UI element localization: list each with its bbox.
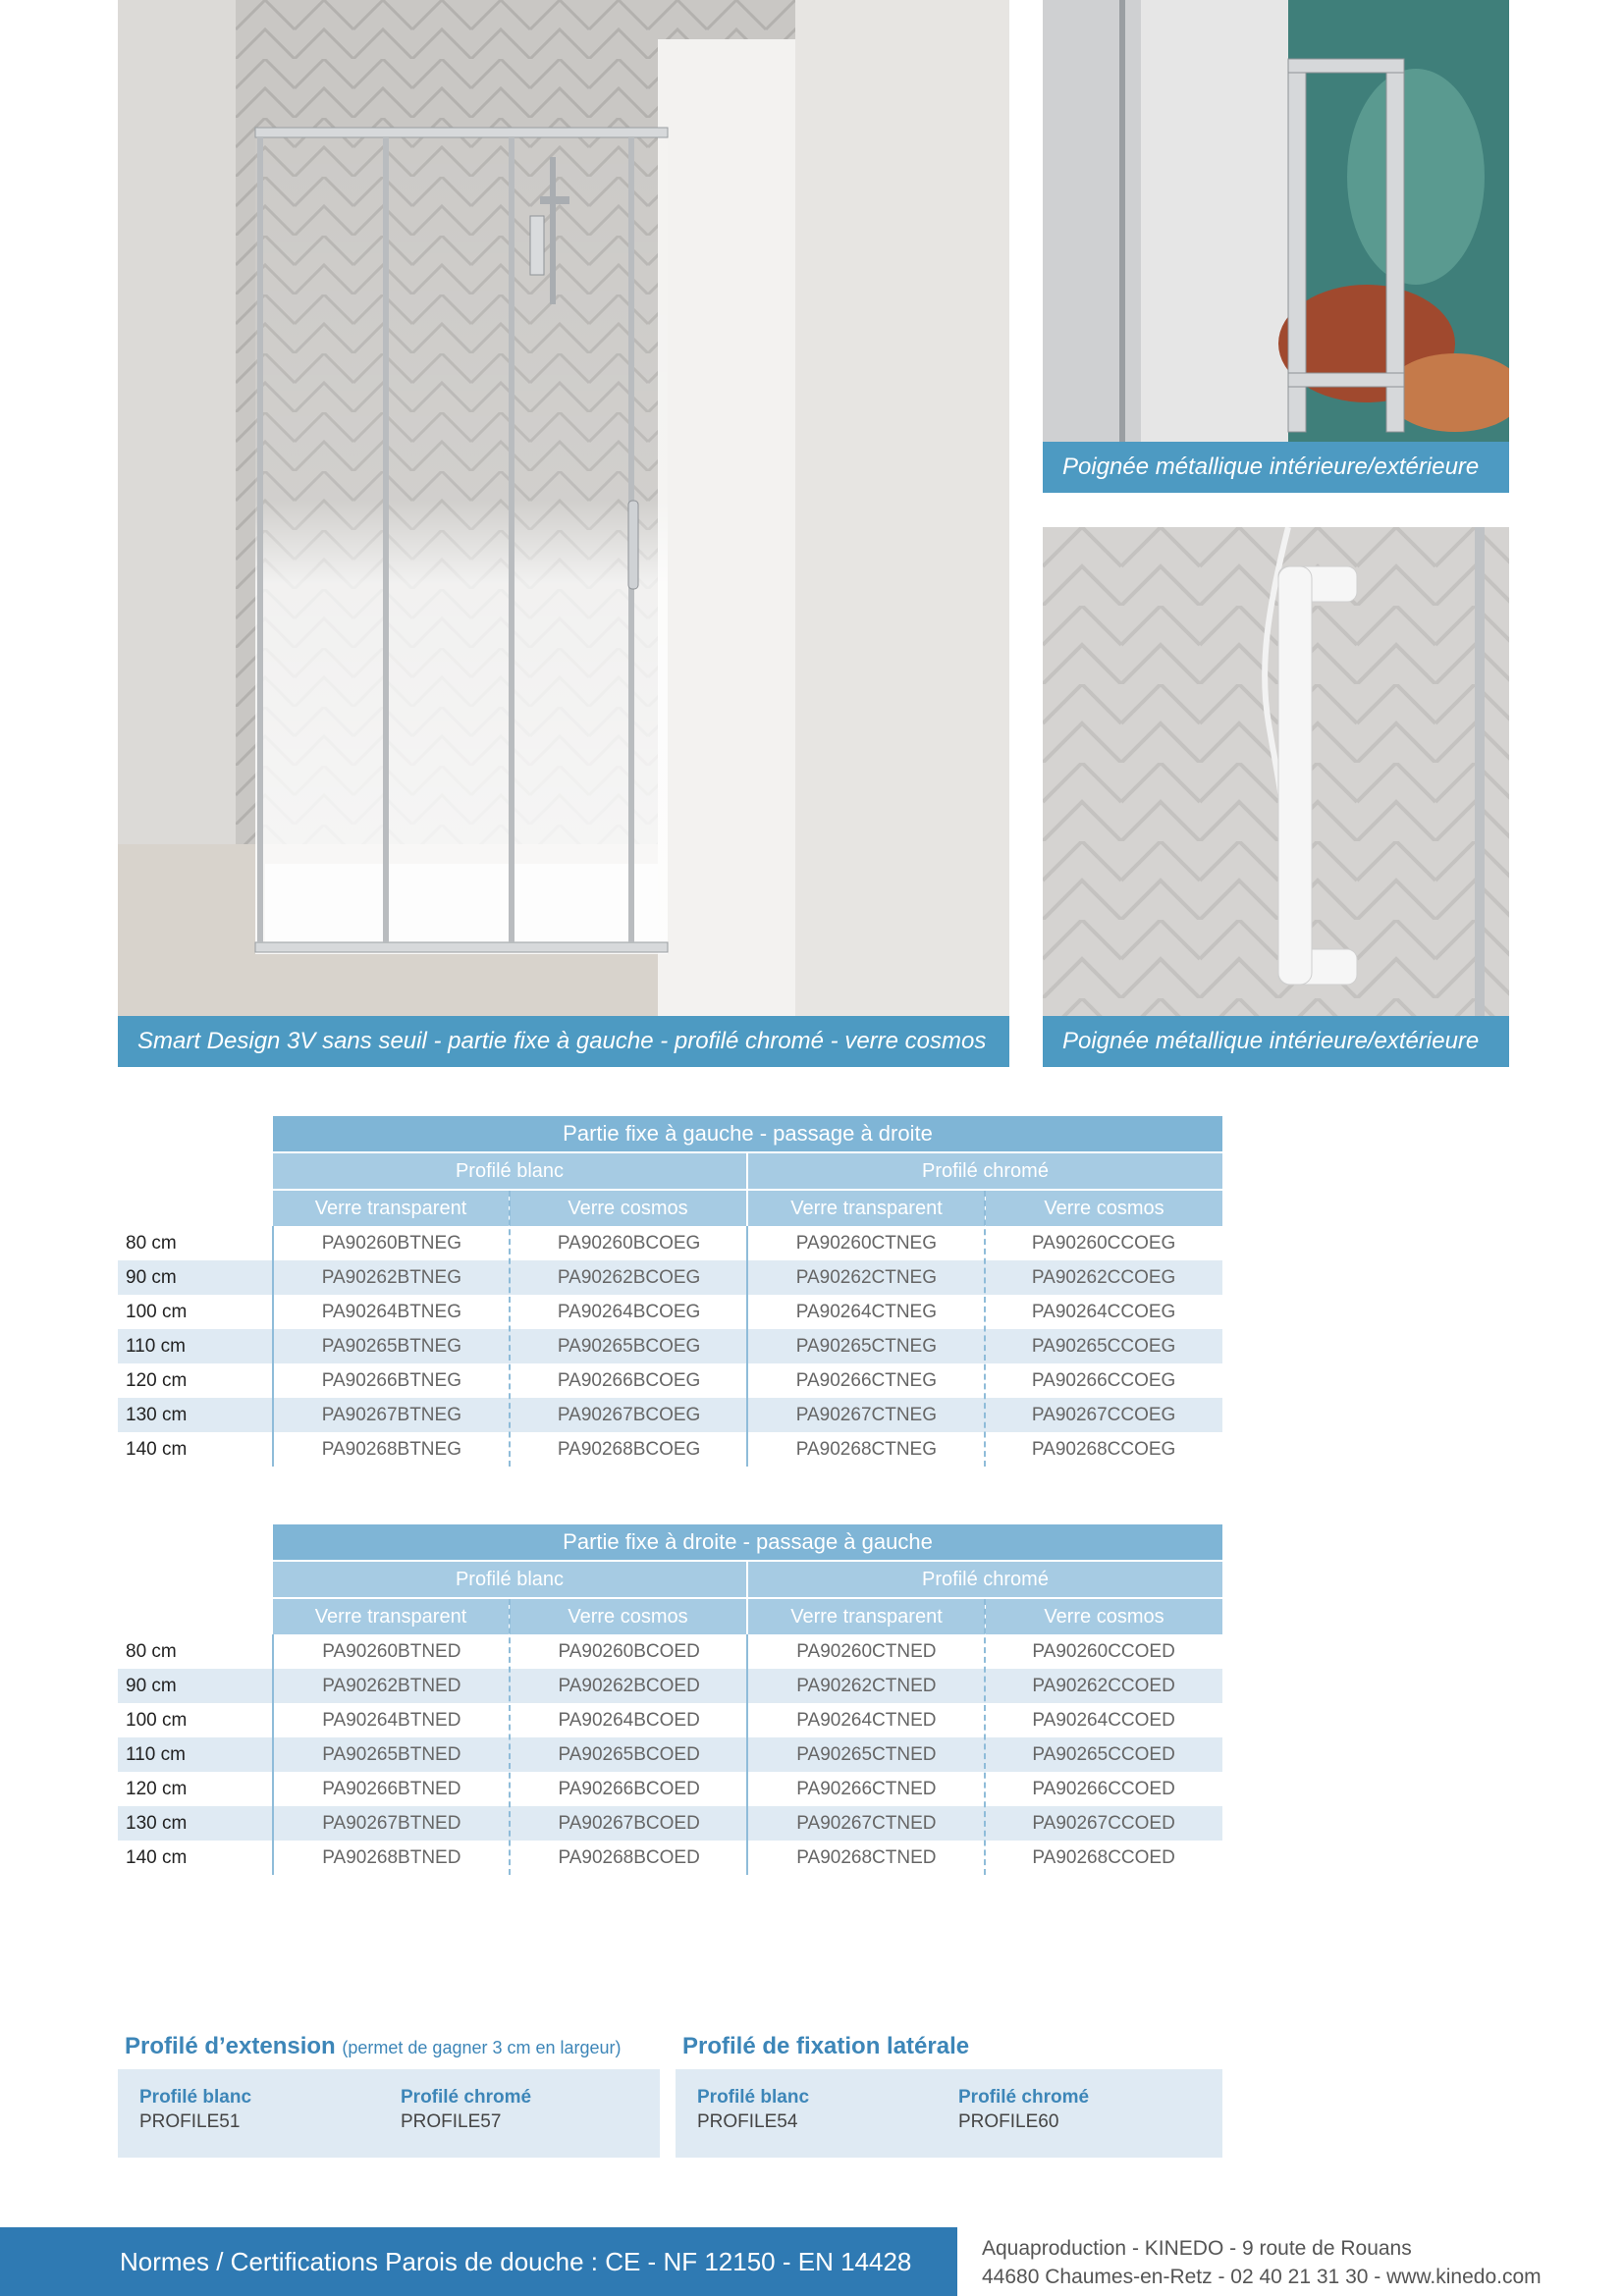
company-address	[982, 2234, 1542, 2291]
code-cell: PA90262BTNED	[322, 1675, 461, 1696]
table-row	[118, 1634, 1222, 1669]
code-cell: PA90262CTNED	[796, 1675, 937, 1696]
code-cell: PA90265CTNED	[796, 1743, 937, 1765]
extension-item-chrome	[401, 2087, 531, 2133]
glass-header: Verre cosmos	[510, 1191, 746, 1226]
column-divider	[746, 1634, 748, 1875]
table-row	[118, 1329, 1222, 1363]
column-divider	[272, 1226, 274, 1467]
code-cell: PA90268BCOED	[558, 1846, 700, 1868]
code-cell: PA90264BTNED	[322, 1709, 461, 1731]
size-cell: 120 cm	[126, 1778, 188, 1799]
code-cell: PA90266CTNED	[796, 1778, 937, 1799]
extension-box	[118, 2069, 660, 2158]
code-cell: PA90264CTNED	[796, 1709, 937, 1731]
code-cell: PA90266BCOED	[558, 1778, 700, 1799]
code-cell: PA90264CCOEG	[1031, 1301, 1176, 1322]
size-cell: 90 cm	[126, 1266, 177, 1288]
table-title: Partie fixe à droite - passage à gauche	[273, 1524, 1222, 1560]
code-cell: PA90262BCOED	[558, 1675, 700, 1696]
code-cell: PA90260BCOED	[558, 1640, 700, 1662]
glass-header: Verre cosmos	[510, 1599, 746, 1634]
profile-code: PROFILE60	[958, 2111, 1059, 2132]
code-cell: PA90267BCOED	[558, 1812, 700, 1834]
size-cell: 100 cm	[126, 1709, 188, 1731]
code-cell: PA90265CTNEG	[795, 1335, 938, 1357]
table-title: Partie fixe à gauche - passage à droite	[273, 1116, 1222, 1151]
code-cell: PA90268BCOEG	[557, 1438, 701, 1460]
profile-header-chrome: Profilé chromé	[748, 1562, 1222, 1597]
glass-header: Verre transparent	[748, 1599, 985, 1634]
column-divider	[984, 1191, 986, 1467]
table-left-fixed	[118, 1116, 1222, 1474]
glass-header: Verre transparent	[273, 1599, 509, 1634]
size-cell: 80 cm	[126, 1640, 177, 1662]
code-cell: PA90262BTNEG	[321, 1266, 461, 1288]
table-row	[118, 1295, 1222, 1329]
extension-title	[125, 2033, 622, 2060]
code-cell: PA90267BTNEG	[321, 1404, 461, 1425]
handle-caption-top: Poignée métallique intérieure/extérieure	[1043, 442, 1509, 493]
size-cell: 140 cm	[126, 1846, 188, 1868]
size-cell: 110 cm	[126, 1743, 186, 1765]
profile-code: PROFILE54	[697, 2111, 798, 2132]
glass-header: Verre transparent	[748, 1191, 985, 1226]
profile-header-chrome: Profilé chromé	[748, 1153, 1222, 1189]
extension-item-white	[139, 2087, 251, 2133]
code-cell: PA90268CTNED	[796, 1846, 937, 1868]
fixation-item-white	[697, 2087, 809, 2133]
code-cell: PA90266CCOED	[1032, 1778, 1175, 1799]
address-line: Aquaproduction - KINEDO - 9 route de Rouans	[982, 2237, 1412, 2260]
extension-title-text: Profilé d’extension	[125, 2033, 336, 2059]
column-divider	[509, 1599, 511, 1875]
table-row	[118, 1669, 1222, 1703]
table-row	[118, 1703, 1222, 1737]
code-cell: PA90267BTNED	[322, 1812, 461, 1834]
table-row	[118, 1363, 1222, 1398]
code-cell: PA90268CTNEG	[795, 1438, 938, 1460]
code-cell: PA90262CTNEG	[795, 1266, 938, 1288]
code-cell: PA90268BTNEG	[321, 1438, 461, 1460]
code-cell: PA90268CCOEG	[1031, 1438, 1176, 1460]
table-row	[118, 1432, 1222, 1467]
profile-code: PROFILE57	[401, 2111, 502, 2132]
extension-note: (permet de gagner 3 cm en largeur)	[342, 2038, 622, 2057]
code-cell: PA90267CTNED	[796, 1812, 937, 1834]
glass-header: Verre transparent	[273, 1191, 509, 1226]
code-cell: PA90266CCOEG	[1031, 1369, 1176, 1391]
profile-label: Profilé blanc	[697, 2087, 810, 2108]
code-cell: PA90264BCOEG	[557, 1301, 701, 1322]
code-cell: PA90262CCOED	[1032, 1675, 1175, 1696]
code-cell: PA90267CCOED	[1032, 1812, 1175, 1834]
code-cell: PA90260BTNEG	[321, 1232, 461, 1254]
code-cell: PA90265BCOED	[558, 1743, 700, 1765]
size-cell: 100 cm	[126, 1301, 188, 1322]
size-cell: 110 cm	[126, 1335, 186, 1357]
size-cell: 120 cm	[126, 1369, 188, 1391]
size-cell: 80 cm	[126, 1232, 177, 1254]
code-cell: PA90260CCOED	[1032, 1640, 1175, 1662]
handle-photo-bottom	[1043, 527, 1509, 1016]
code-cell: PA90266BTNED	[322, 1778, 461, 1799]
main-photo-caption: Smart Design 3V sans seuil - partie fixe à gauche - profilé chromé - verre cosmos	[118, 1016, 1009, 1067]
fixation-box	[676, 2069, 1222, 2158]
code-cell: PA90260CTNED	[796, 1640, 937, 1662]
code-cell: PA90268BTNED	[322, 1846, 461, 1868]
glass-header: Verre cosmos	[986, 1191, 1222, 1226]
code-cell: PA90266BCOEG	[557, 1369, 701, 1391]
size-cell: 130 cm	[126, 1404, 188, 1425]
column-divider	[509, 1191, 511, 1467]
code-cell: PA90267CTNEG	[795, 1404, 938, 1425]
table-row	[118, 1260, 1222, 1295]
size-cell: 130 cm	[126, 1812, 188, 1834]
code-cell: PA90265BTNED	[322, 1743, 461, 1765]
code-cell: PA90267CCOEG	[1031, 1404, 1176, 1425]
code-cell: PA90266CTNEG	[795, 1369, 938, 1391]
norms-banner: Normes / Certifications Parois de douche : CE - NF 12150 - EN 14428	[0, 2227, 957, 2296]
code-cell: PA90264BCOED	[558, 1709, 700, 1731]
code-cell: PA90260BCOEG	[557, 1232, 701, 1254]
code-cell: PA90260BTNED	[322, 1640, 461, 1662]
table-row	[118, 1806, 1222, 1841]
address-line: 44680 Chaumes-en-Retz - 02 40 21 31 30 - www.kinedo.com	[982, 2266, 1542, 2288]
profile-header-white: Profilé blanc	[273, 1153, 746, 1189]
size-cell: 140 cm	[126, 1438, 188, 1460]
code-cell: PA90265CCOEG	[1031, 1335, 1176, 1357]
handle-photo-top	[1043, 0, 1509, 442]
code-cell: PA90264CTNEG	[795, 1301, 938, 1322]
code-cell: PA90260CTNEG	[795, 1232, 938, 1254]
code-cell: PA90264CCOED	[1032, 1709, 1175, 1731]
profile-label: Profilé chromé	[958, 2087, 1090, 2108]
table-row	[118, 1737, 1222, 1772]
code-cell: PA90265BCOEG	[557, 1335, 701, 1357]
table-right-fixed	[118, 1524, 1222, 1883]
code-cell: PA90268CCOED	[1032, 1846, 1175, 1868]
column-divider	[984, 1599, 986, 1875]
fixation-title: Profilé de fixation latérale	[682, 2033, 970, 2059]
code-cell: PA90260CCOEG	[1031, 1232, 1176, 1254]
column-divider	[272, 1634, 274, 1875]
size-cell: 90 cm	[126, 1675, 177, 1696]
code-cell: PA90266BTNEG	[321, 1369, 461, 1391]
code-cell: PA90267BCOEG	[557, 1404, 701, 1425]
table-row	[118, 1226, 1222, 1260]
table-row	[118, 1772, 1222, 1806]
profile-label: Profilé chromé	[401, 2087, 532, 2108]
profile-label: Profilé blanc	[139, 2087, 252, 2108]
profile-code: PROFILE51	[139, 2111, 241, 2132]
code-cell: PA90265BTNEG	[321, 1335, 461, 1357]
profile-header-white: Profilé blanc	[273, 1562, 746, 1597]
table-row	[118, 1841, 1222, 1875]
fixation-item-chrome	[958, 2087, 1089, 2133]
code-cell: PA90262BCOEG	[557, 1266, 701, 1288]
code-cell: PA90265CCOED	[1032, 1743, 1175, 1765]
table-row	[118, 1398, 1222, 1432]
code-cell: PA90262CCOEG	[1031, 1266, 1176, 1288]
main-shower-photo	[118, 0, 1009, 1016]
glass-header: Verre cosmos	[986, 1599, 1222, 1634]
handle-caption-bottom: Poignée métallique intérieure/extérieure	[1043, 1016, 1509, 1067]
code-cell: PA90264BTNEG	[321, 1301, 461, 1322]
column-divider	[746, 1226, 748, 1467]
